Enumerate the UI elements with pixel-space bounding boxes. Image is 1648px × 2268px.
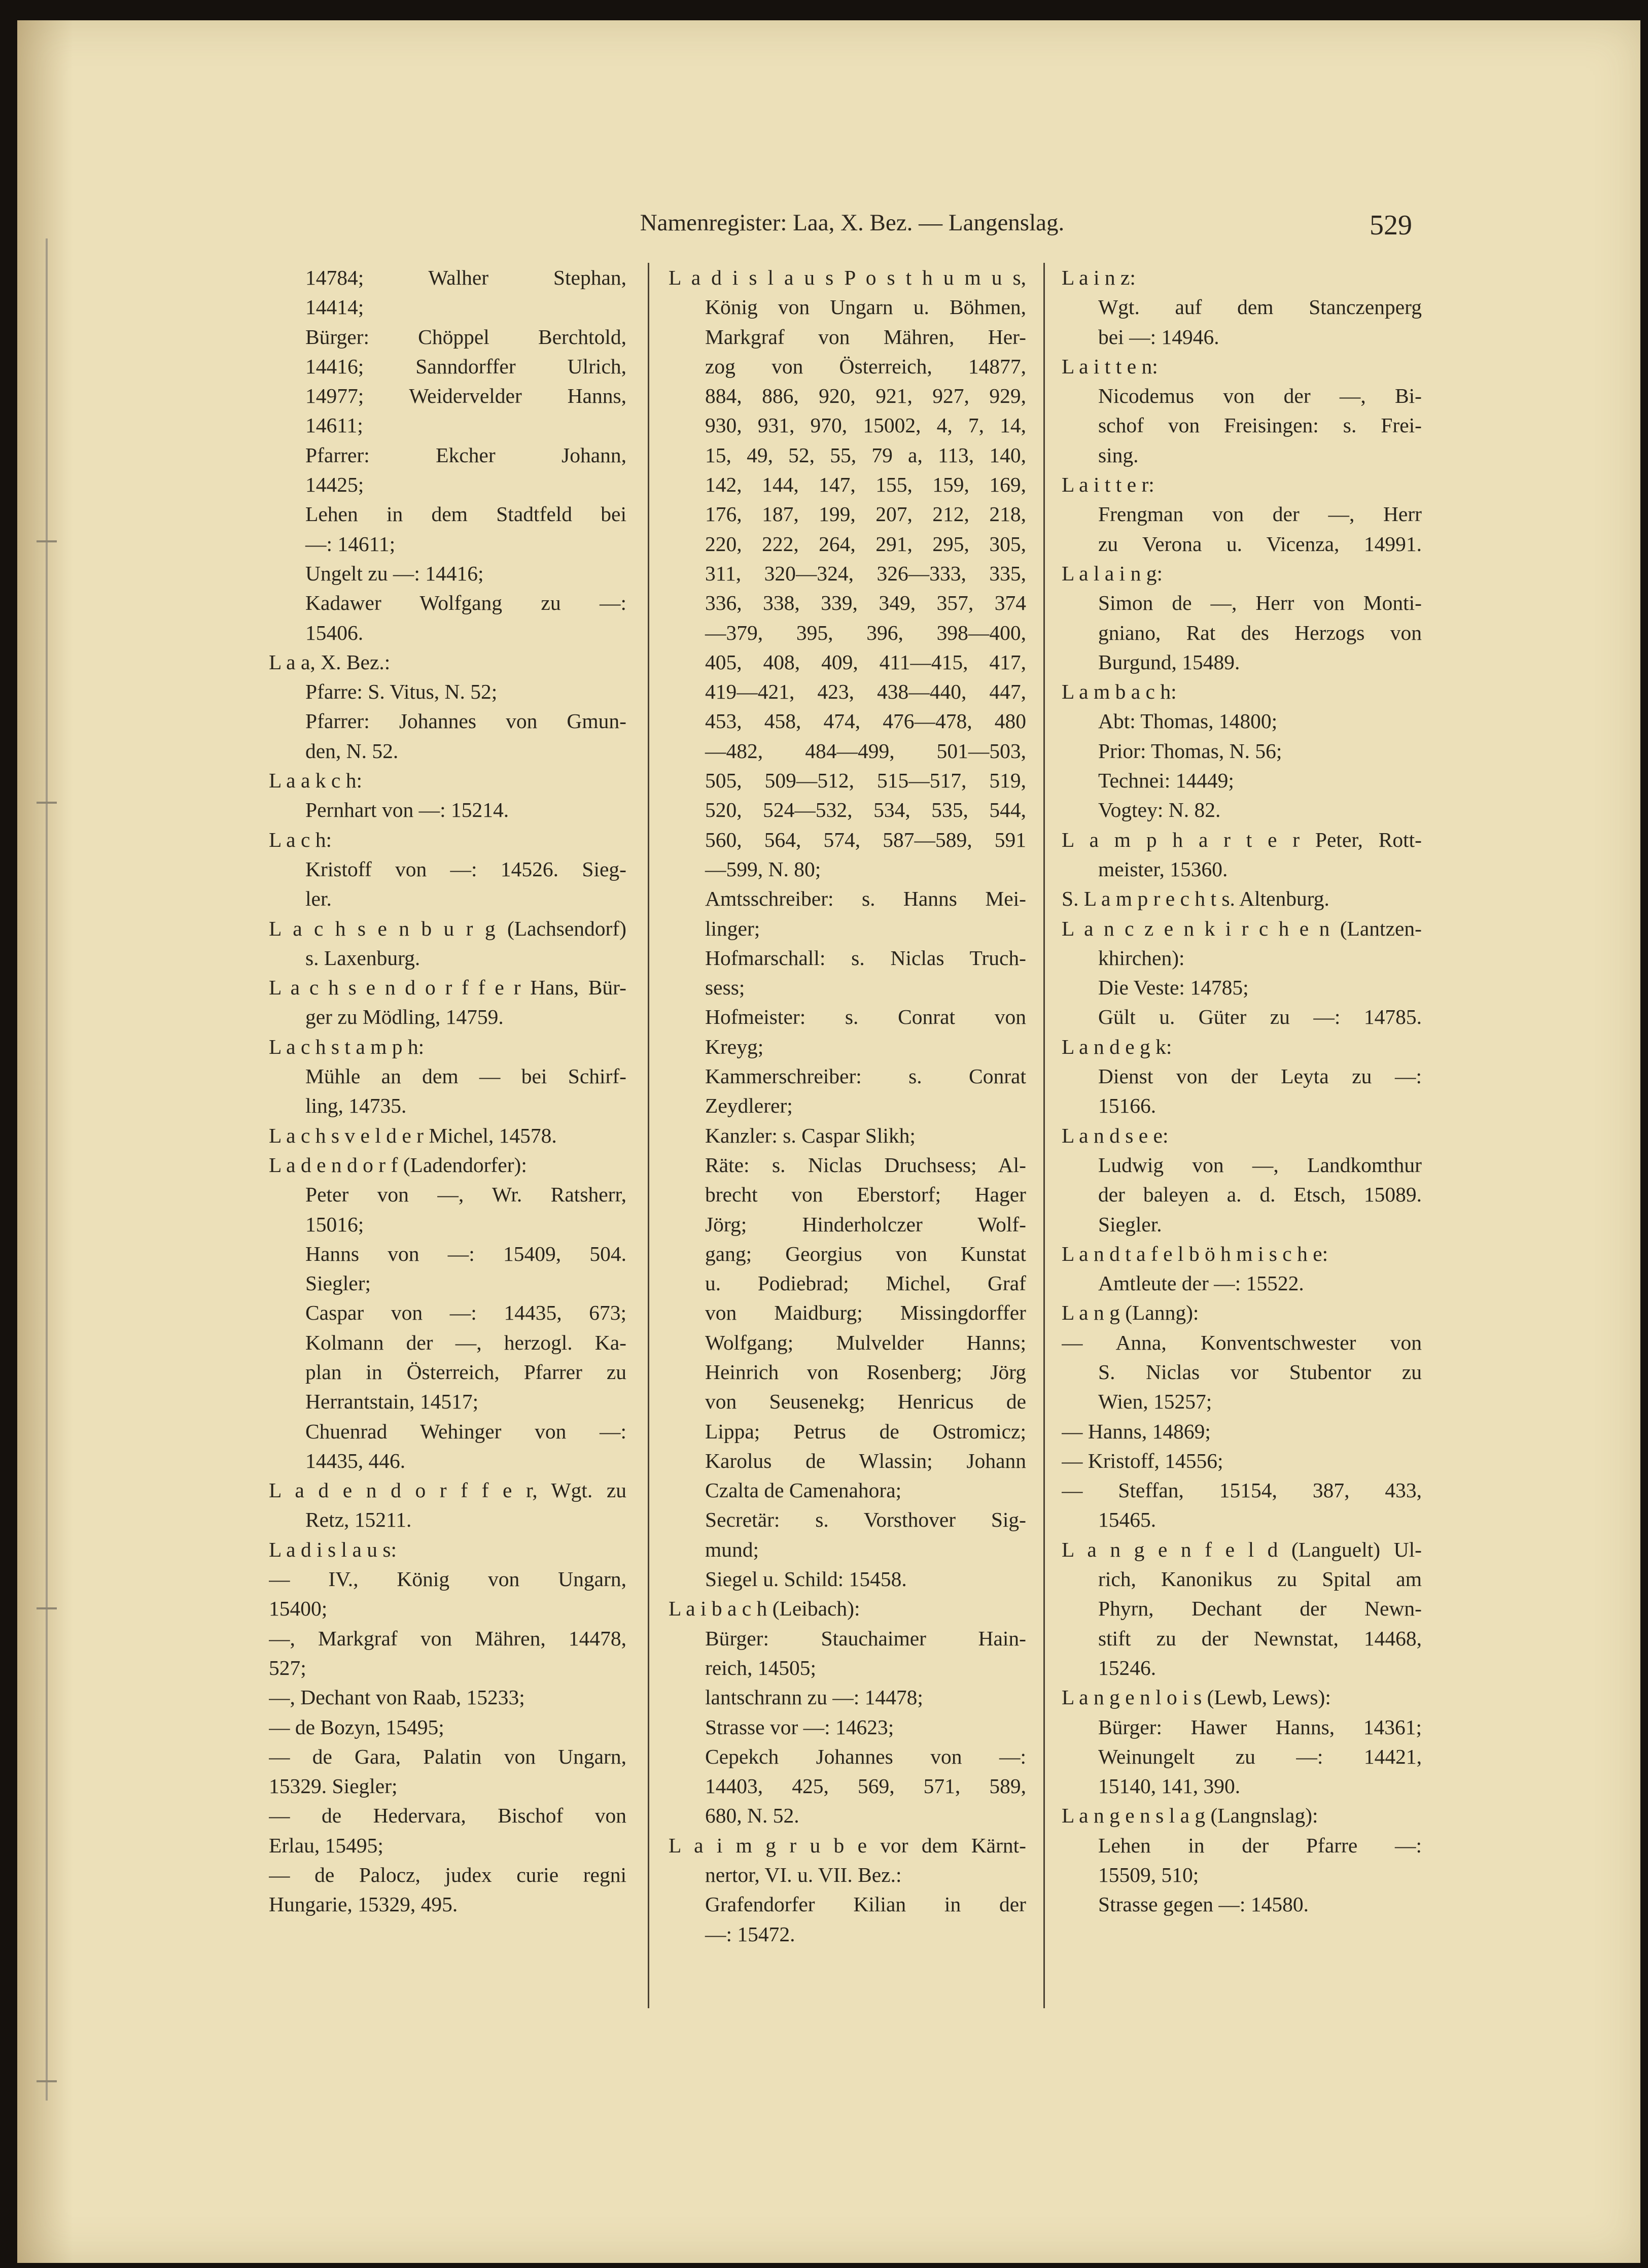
index-line: — Steffan, 15154, 387, 433,: [1062, 1479, 1422, 1502]
index-line: —, Dechant von Raab, 15233;: [269, 1686, 525, 1709]
index-column-1: [269, 263, 626, 1919]
index-line: 560, 564, 574, 587—589, 591: [705, 828, 1026, 851]
index-line: — IV., König von Ungarn,: [269, 1567, 626, 1591]
index-line: Dienst von der Leyta zu —:: [1098, 1064, 1422, 1088]
index-line: —, Markgraf von Mähren, 14478,: [269, 1626, 626, 1650]
index-line: Räte: s. Niclas Druchsess; Al-: [705, 1153, 1026, 1177]
index-line: von Maidburg; Missingdorffer: [705, 1301, 1026, 1325]
index-line: Bürger: Hawer Hanns, 14361;: [1098, 1715, 1422, 1739]
index-line: 14403, 425, 569, 571, 589,: [705, 1774, 1026, 1798]
index-line: L a n g e n s l a g (Langnslag):: [1062, 1804, 1318, 1828]
index-line: Caspar von —: 14435, 673;: [305, 1301, 626, 1325]
index-line: zu Verona u. Vicenza, 14991.: [1098, 532, 1422, 556]
index-line: ling, 14735.: [305, 1094, 407, 1118]
index-line: gniano, Rat des Herzogs von: [1098, 621, 1422, 644]
index-line: Mühle an dem — bei Schirf-: [305, 1064, 626, 1088]
index-line: Phyrn, Dechant der Newn-: [1098, 1597, 1422, 1621]
index-line: s. Laxenburg.: [305, 946, 420, 970]
index-line: L a m b a c h:: [1062, 680, 1177, 704]
index-line: 14425;: [305, 473, 364, 497]
index-line: Herrantstain, 14517;: [305, 1390, 479, 1414]
index-line: 527;: [269, 1656, 306, 1679]
index-line: —: 15472.: [705, 1922, 795, 1946]
index-line: 14611;: [305, 414, 363, 437]
index-line: Kadawer Wolfgang zu —:: [305, 591, 626, 615]
index-line: Ludwig von —, Landkomthur: [1098, 1153, 1422, 1177]
index-line: 453, 458, 474, 476—478, 480: [705, 709, 1026, 733]
index-line: L a c h s e n b u r g (Lachsendorf): [269, 916, 626, 940]
gutter-shadow: [17, 20, 73, 2263]
index-line: L a c h s e n d o r f f e r Hans, Bür-: [269, 976, 626, 1000]
index-line: Lehen in der Pfarre —:: [1098, 1833, 1422, 1857]
index-line: gang; Georgius von Kunstat: [705, 1242, 1026, 1265]
index-line: Kanzler: s. Caspar Slikh;: [705, 1123, 916, 1147]
index-line: Amtleute der —: 15522.: [1098, 1272, 1304, 1295]
index-line: Wien, 15257;: [1098, 1390, 1212, 1414]
index-line: L a n d t a f e l b ö h m i s c h e:: [1062, 1242, 1328, 1265]
index-line: 15246.: [1098, 1656, 1156, 1679]
index-line: Siegel u. Schild: 15458.: [705, 1567, 907, 1591]
index-line: L a a k c h:: [269, 769, 362, 793]
binding-stitch: [37, 1607, 57, 1609]
index-line: Bürger: Stauchaimer Hain-: [705, 1626, 1026, 1650]
index-line: — de Hedervara, Bischof von: [269, 1804, 626, 1828]
index-line: —599, N. 80;: [705, 857, 821, 881]
index-line: Pernhart von —: 15214.: [305, 798, 509, 822]
index-line: Retz, 15211.: [305, 1508, 412, 1532]
index-line: Prior: Thomas, N. 56;: [1098, 739, 1282, 763]
index-line: Hungarie, 15329, 495.: [269, 1893, 458, 1916]
index-line: 14435, 446.: [305, 1449, 406, 1472]
index-line: Frengman von der —, Herr: [1098, 502, 1422, 526]
binding-stitch: [37, 802, 57, 804]
index-line: L a a, X. Bez.:: [269, 650, 391, 674]
index-line: L a n g (Lanng):: [1062, 1301, 1199, 1325]
index-line: schof von Freisingen: s. Frei-: [1098, 414, 1422, 437]
index-line: L a n d e g k:: [1062, 1035, 1172, 1058]
index-line: nertor, VI. u. VII. Bez.:: [705, 1863, 902, 1887]
index-line: Hanns von —: 15409, 504.: [305, 1242, 626, 1265]
index-line: linger;: [705, 916, 760, 940]
index-line: Kreyg;: [705, 1035, 764, 1058]
index-line: 15329. Siegler;: [269, 1774, 398, 1798]
index-line: Siegler;: [305, 1272, 371, 1295]
index-line: reich, 14505;: [705, 1656, 816, 1679]
index-line: 680, N. 52.: [705, 1804, 799, 1828]
binding-stitch: [37, 540, 57, 542]
index-line: L a d e n d o r f f e r, Wgt. zu: [269, 1479, 626, 1502]
index-line: 311, 320—324, 326—333, 335,: [705, 561, 1026, 585]
index-line: Abt: Thomas, 14800;: [1098, 709, 1278, 733]
index-line: Kristoff von —: 14526. Sieg-: [305, 857, 626, 881]
index-line: Die Veste: 14785;: [1098, 976, 1249, 1000]
index-line: Siegler.: [1098, 1212, 1162, 1236]
index-line: mund;: [705, 1537, 759, 1561]
index-line: —: 14611;: [305, 532, 396, 556]
index-line: bei —: 14946.: [1098, 325, 1219, 349]
index-column-3: [1062, 263, 1422, 1919]
index-line: Vogtey: N. 82.: [1098, 798, 1221, 822]
index-line: brecht von Eberstorf; Hager: [705, 1183, 1026, 1207]
index-line: 505, 509—512, 515—517, 519,: [705, 769, 1026, 793]
index-line: L a c h s t a m p h:: [269, 1035, 425, 1058]
index-line: 15166.: [1098, 1094, 1156, 1118]
index-line: 14784; Walher Stephan,: [305, 266, 626, 289]
index-line: König von Ungarn u. Böhmen,: [705, 295, 1026, 319]
index-line: Lehen in dem Stadtfeld bei: [305, 502, 626, 526]
index-line: S. L a m p r e c h t s. Altenburg.: [1062, 887, 1329, 911]
index-line: — de Palocz, judex curie regni: [269, 1863, 626, 1887]
index-line: L a i n z:: [1062, 266, 1136, 289]
index-line: L a i b a c h (Leibach):: [669, 1597, 860, 1621]
index-line: — Anna, Konventschwester von: [1062, 1330, 1422, 1354]
index-line: Techneі: 14449;: [1098, 769, 1234, 793]
index-line: der baleyen a. d. Etsch, 15089.: [1098, 1183, 1422, 1207]
index-line: —482, 484—499, 501—503,: [705, 739, 1026, 763]
index-line: Cepekch Johannes von —:: [705, 1744, 1026, 1768]
column-rule: [1043, 263, 1045, 2008]
index-line: Strasse vor —: 14623;: [705, 1715, 894, 1739]
index-line: — de Gara, Palatin von Ungarn,: [269, 1744, 626, 1768]
index-line: Pfarre: S. Vitus, N. 52;: [305, 680, 498, 704]
index-line: L a n d s e e:: [1062, 1123, 1169, 1147]
index-line: stift zu der Newnstat, 14468,: [1098, 1626, 1422, 1650]
index-line: Hofmarschall: s. Niclas Truch-: [705, 946, 1026, 970]
index-line: L a l a i n g:: [1062, 561, 1163, 585]
index-line: L a n c z e n k i r c h e n (Lantzen-: [1062, 916, 1422, 940]
index-line: 15509, 510;: [1098, 1863, 1199, 1887]
index-line: ger zu Mödling, 14759.: [305, 1005, 504, 1029]
index-line: Jörg; Hinderholczer Wolf-: [705, 1212, 1026, 1236]
index-line: rich, Kanonikus zu Spital am: [1098, 1567, 1422, 1591]
index-line: 520, 524—532, 534, 535, 544,: [705, 798, 1026, 822]
index-line: 14414;: [305, 295, 364, 319]
index-line: Heinrich von Rosenberg; Jörg: [705, 1360, 1026, 1384]
index-line: —379, 395, 396, 398—400,: [705, 621, 1026, 644]
index-line: — Hanns, 14869;: [1062, 1419, 1211, 1443]
index-line: Nicodemus von der —, Bi-: [1098, 384, 1422, 408]
index-line: L a c h s v e l d e r Michel, 14578.: [269, 1123, 557, 1147]
index-line: Kolmann der —, herzogl. Ka-: [305, 1330, 626, 1354]
index-line: Amtsschreiber: s. Hanns Mei-: [705, 887, 1026, 911]
index-line: Zeydlerer;: [705, 1094, 793, 1118]
index-line: Lippa; Petrus de Ostromicz;: [705, 1419, 1026, 1443]
index-line: Bürger: Chöppel Berchtold,: [305, 325, 626, 349]
index-line: 419—421, 423, 438—440, 447,: [705, 680, 1026, 704]
index-line: 14416; Sanndorffer Ulrich,: [305, 354, 626, 378]
index-line: 176, 187, 199, 207, 212, 218,: [705, 502, 1026, 526]
index-line: lantschrann zu —: 14478;: [705, 1686, 923, 1709]
binding-thread: [46, 238, 48, 2101]
index-line: Hofmeister: s. Conrat von: [705, 1005, 1026, 1029]
index-line: Chuenrad Wehinger von —:: [305, 1419, 626, 1443]
index-line: 405, 408, 409, 411—415, 417,: [705, 650, 1026, 674]
index-line: ler.: [305, 887, 332, 911]
index-line: L a d e n d o r f (Ladendorfer):: [269, 1153, 527, 1177]
index-line: Ungelt zu —: 14416;: [305, 561, 484, 585]
index-line: Grafendorfer Kilian in der: [705, 1893, 1026, 1916]
index-line: L a d i s l a u s:: [269, 1537, 397, 1561]
index-line: Erlau, 15495;: [269, 1833, 383, 1857]
index-line: S. Niclas vor Stubentor zu: [1098, 1360, 1422, 1384]
index-line: Kammerschreiber: s. Conrat: [705, 1064, 1026, 1088]
index-line: 930, 931, 970, 15002, 4, 7, 14,: [705, 414, 1026, 437]
index-line: plan in Österreich, Pfarrer zu: [305, 1360, 626, 1384]
index-line: 14977; Weidervelder Hanns,: [305, 384, 626, 408]
index-line: — de Bozyn, 15495;: [269, 1715, 444, 1739]
index-line: 884, 886, 920, 921, 927, 929,: [705, 384, 1026, 408]
index-line: — Kristoff, 14556;: [1062, 1449, 1223, 1472]
column-rule: [648, 263, 649, 2008]
index-line: Burgund, 15489.: [1098, 650, 1240, 674]
index-line: Karolus de Wlassin; Johann: [705, 1449, 1026, 1472]
index-column-2: [669, 263, 1026, 1949]
index-line: Wolfgang; Mulvelder Hanns;: [705, 1330, 1026, 1354]
index-line: Peter von —, Wr. Ratsherr,: [305, 1183, 626, 1207]
index-line: 15, 49, 52, 55, 79 a, 113, 140,: [705, 443, 1026, 467]
index-line: L a i t t e n:: [1062, 354, 1158, 378]
running-header: Namenregister: Laa, X. Bez. — Langenslag.: [640, 210, 1065, 236]
index-line: zog von Österreich, 14877,: [705, 354, 1026, 378]
index-line: Secretär: s. Vorsthover Sig-: [705, 1508, 1026, 1532]
index-line: L a i t t e r:: [1062, 473, 1154, 497]
index-line: u. Podiebrad; Michel, Graf: [705, 1272, 1026, 1295]
index-line: khirchen):: [1098, 946, 1185, 970]
index-line: L a d i s l a u s P o s t h u m u s,: [669, 266, 1026, 289]
index-line: Weinungelt zu —: 14421,: [1098, 1744, 1422, 1768]
index-line: L a i m g r u b e vor dem Kärnt-: [669, 1833, 1026, 1857]
index-line: 15400;: [269, 1597, 328, 1621]
index-line: L a c h:: [269, 828, 332, 851]
index-line: L a n g e n l o i s (Lewb, Lews):: [1062, 1686, 1331, 1709]
index-line: 15406.: [305, 621, 364, 644]
index-line: 15140, 141, 390.: [1098, 1774, 1241, 1798]
binding-stitch: [37, 2080, 57, 2082]
index-line: Simon de —, Herr von Monti-: [1098, 591, 1422, 615]
index-line: L a n g e n f e l d (Languelt) Ul-: [1062, 1537, 1422, 1561]
index-line: Markgraf von Mähren, Her-: [705, 325, 1026, 349]
index-line: 15016;: [305, 1212, 364, 1236]
index-line: 220, 222, 264, 291, 295, 305,: [705, 532, 1026, 556]
index-line: Gült u. Güter zu —: 14785.: [1098, 1005, 1422, 1029]
index-line: 142, 144, 147, 155, 159, 169,: [705, 473, 1026, 497]
index-line: Wgt. auf dem Stanczenperg: [1098, 295, 1422, 319]
index-line: sing.: [1098, 443, 1139, 467]
index-line: L a m p h a r t e r Peter, Rott-: [1062, 828, 1422, 851]
page-number: 529: [1370, 210, 1412, 241]
index-line: 15465.: [1098, 1508, 1156, 1532]
index-line: Czalta de Camenahora;: [705, 1479, 902, 1502]
index-line: Strasse gegen —: 14580.: [1098, 1893, 1309, 1916]
index-line: den, N. 52.: [305, 739, 399, 763]
index-line: 336, 338, 339, 349, 357, 374: [705, 591, 1026, 615]
index-line: sess;: [705, 976, 745, 1000]
index-line: Pfarrer: Ekcher Johann,: [305, 443, 626, 467]
index-line: meister, 15360.: [1098, 857, 1228, 881]
index-line: von Seusenekg; Henricus de: [705, 1390, 1026, 1414]
index-line: Pfarrer: Johannes von Gmun-: [305, 709, 626, 733]
